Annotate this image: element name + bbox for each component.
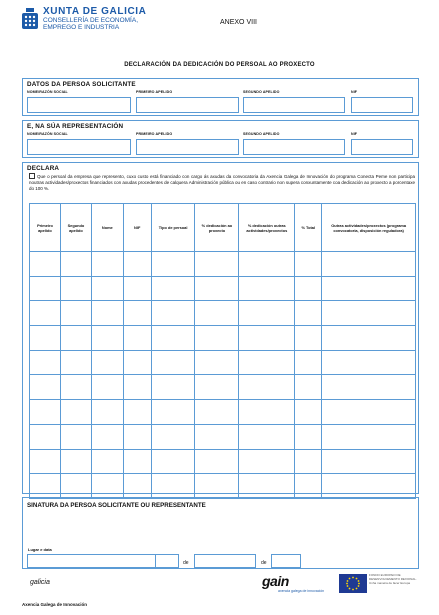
column-header: % dedicación ao proxecto xyxy=(195,204,239,252)
agency-name: Axencia Galega de Innovación xyxy=(22,602,88,607)
table-cell[interactable] xyxy=(195,424,239,449)
table-cell[interactable] xyxy=(151,400,195,425)
declaration-checkbox[interactable] xyxy=(29,173,35,179)
table-cell[interactable] xyxy=(60,326,91,351)
table-cell[interactable] xyxy=(239,350,295,375)
table-cell[interactable] xyxy=(123,252,151,277)
dedication-table xyxy=(29,203,416,499)
page-header xyxy=(20,6,430,56)
table-cell[interactable] xyxy=(30,276,61,301)
declaration-text: Que o persoal da empresa que represento, cuxo custo está financiado con cargo ás axudas da convocatoria da Axencia Galega de Innovación do programa Conecta Peme non participa noutras actividades/proxectos financiados con axudas procedentes de calquera Administración pública ou en caso contrario non supera conxuntamente coa dedicación ao proxecto a porcentaxe do 100 %. xyxy=(29,174,415,191)
table-cell[interactable] xyxy=(195,375,239,400)
table-cell[interactable] xyxy=(295,424,322,449)
representative-section xyxy=(22,120,419,158)
table-cell[interactable] xyxy=(30,400,61,425)
declaration-statement xyxy=(29,173,415,192)
representative-first-surname-field[interactable] xyxy=(136,139,239,155)
table-row xyxy=(30,301,416,326)
table-cell[interactable] xyxy=(60,474,91,499)
column-header: NIF xyxy=(123,204,151,252)
xunta-logo xyxy=(20,6,147,32)
eu-flag-icon xyxy=(339,574,367,593)
org-dept-line1: CONSELLERÍA DE ECONOMÍA, xyxy=(43,17,138,24)
table-cell[interactable] xyxy=(30,474,61,499)
table-cell[interactable] xyxy=(195,449,239,474)
table-header-row xyxy=(30,204,416,252)
month-field[interactable] xyxy=(194,554,256,568)
table-cell[interactable] xyxy=(295,301,322,326)
table-cell[interactable] xyxy=(322,326,416,351)
applicant-nif-field[interactable] xyxy=(351,97,413,113)
table-cell[interactable] xyxy=(30,252,61,277)
table-cell[interactable] xyxy=(151,449,195,474)
table-cell[interactable] xyxy=(195,301,239,326)
column-header: % dedicación outras actividades/proxectos xyxy=(239,204,295,252)
table-cell[interactable] xyxy=(60,301,91,326)
table-cell[interactable] xyxy=(91,326,123,351)
table-cell[interactable] xyxy=(239,449,295,474)
table-cell[interactable] xyxy=(91,301,123,326)
section-title: DATOS DA PERSOA SOLICITANTE xyxy=(27,81,136,88)
table-cell[interactable] xyxy=(123,400,151,425)
table-cell[interactable] xyxy=(151,276,195,301)
gain-logo: gain xyxy=(262,573,289,589)
table-row xyxy=(30,326,416,351)
table-cell[interactable] xyxy=(295,449,322,474)
table-cell[interactable] xyxy=(151,252,195,277)
table-cell[interactable] xyxy=(91,375,123,400)
table-cell[interactable] xyxy=(91,276,123,301)
table-row xyxy=(30,350,416,375)
table-cell[interactable] xyxy=(322,276,416,301)
table-row xyxy=(30,474,416,499)
applicant-second-surname-field[interactable] xyxy=(243,97,345,113)
table-cell[interactable] xyxy=(195,474,239,499)
signature-section xyxy=(22,497,419,569)
table-cell[interactable] xyxy=(123,449,151,474)
table-cell[interactable] xyxy=(295,375,322,400)
table-cell[interactable] xyxy=(151,301,195,326)
table-cell[interactable] xyxy=(123,375,151,400)
table-cell[interactable] xyxy=(60,252,91,277)
column-header: Nome xyxy=(91,204,123,252)
column-header: % Total xyxy=(295,204,322,252)
table-cell[interactable] xyxy=(123,350,151,375)
table-cell[interactable] xyxy=(239,375,295,400)
table-cell[interactable] xyxy=(91,424,123,449)
table-cell[interactable] xyxy=(151,474,195,499)
table-row xyxy=(30,424,416,449)
table-cell[interactable] xyxy=(60,424,91,449)
field-label: NIF xyxy=(351,90,358,94)
applicant-name-field[interactable] xyxy=(27,97,131,113)
field-label: PRIMEIRO APELIDO xyxy=(136,90,173,94)
table-row xyxy=(30,449,416,474)
table-cell[interactable] xyxy=(123,474,151,499)
field-label: PRIMEIRO APELIDO xyxy=(136,132,173,136)
table-cell[interactable] xyxy=(295,326,322,351)
field-label: NOME/RAZÓN SOCIAL xyxy=(27,132,68,136)
table-cell[interactable] xyxy=(151,350,195,375)
table-cell[interactable] xyxy=(30,375,61,400)
xunta-crest-icon xyxy=(20,8,40,32)
table-cell[interactable] xyxy=(60,400,91,425)
table-cell[interactable] xyxy=(91,474,123,499)
table-cell[interactable] xyxy=(195,252,239,277)
table-cell[interactable] xyxy=(322,301,416,326)
gain-subtitle: axencia galega de innovación xyxy=(278,589,325,593)
field-label: NOME/RAZÓN SOCIAL xyxy=(27,90,68,94)
table-cell[interactable] xyxy=(195,400,239,425)
table-cell[interactable] xyxy=(239,326,295,351)
table-cell[interactable] xyxy=(195,326,239,351)
table-cell[interactable] xyxy=(322,350,416,375)
page-footer xyxy=(0,572,439,615)
table-cell[interactable] xyxy=(195,276,239,301)
table-cell[interactable] xyxy=(123,276,151,301)
table-row xyxy=(30,400,416,425)
representative-nif-field[interactable] xyxy=(351,139,413,155)
column-header: Tipo de persoal xyxy=(151,204,195,252)
table-cell[interactable] xyxy=(239,400,295,425)
day-field[interactable] xyxy=(155,554,179,568)
table-cell[interactable] xyxy=(239,424,295,449)
separator-de: de xyxy=(261,560,267,566)
table-cell[interactable] xyxy=(30,301,61,326)
table-cell[interactable] xyxy=(322,252,416,277)
table-row xyxy=(30,276,416,301)
table-cell[interactable] xyxy=(151,424,195,449)
table-cell[interactable] xyxy=(123,424,151,449)
org-dept-line2: EMPREGO E INDUSTRIA xyxy=(43,24,120,31)
section-title: SINATURA DA PERSOA SOLICITANTE OU REPRESENTANTE xyxy=(27,502,206,509)
eu-funding-text: FONDO EUROPEO DE DESENVOLVEMENTO REXIONAL. Unha maneira de facer Europa xyxy=(369,573,417,585)
table-cell[interactable] xyxy=(151,326,195,351)
table-cell[interactable] xyxy=(295,400,322,425)
table-cell[interactable] xyxy=(295,276,322,301)
table-cell[interactable] xyxy=(30,424,61,449)
table-cell[interactable] xyxy=(30,350,61,375)
table-cell[interactable] xyxy=(295,350,322,375)
table-cell[interactable] xyxy=(123,301,151,326)
field-label: NIF xyxy=(351,132,358,136)
section-title: DECLARA xyxy=(27,165,60,172)
table-row xyxy=(30,375,416,400)
applicant-section xyxy=(22,78,419,116)
table-cell[interactable] xyxy=(30,326,61,351)
separator-de: de xyxy=(183,560,189,566)
table-row xyxy=(30,252,416,277)
table-cell[interactable] xyxy=(91,350,123,375)
table-cell[interactable] xyxy=(60,375,91,400)
representative-name-field[interactable] xyxy=(27,139,131,155)
table-cell[interactable] xyxy=(322,375,416,400)
table-cell[interactable] xyxy=(60,449,91,474)
field-label: SEGUNDO APELIDO xyxy=(243,90,280,94)
table-cell[interactable] xyxy=(151,375,195,400)
table-cell[interactable] xyxy=(239,276,295,301)
table-cell[interactable] xyxy=(123,326,151,351)
table-cell[interactable] xyxy=(60,350,91,375)
table-cell[interactable] xyxy=(60,276,91,301)
table-cell[interactable] xyxy=(239,301,295,326)
table-cell[interactable] xyxy=(30,449,61,474)
galicia-logo: galicia xyxy=(30,579,50,586)
document-title: DECLARACIÓN DA DEDICACIÓN DO PERSOAL AO PROXECTO xyxy=(124,62,315,68)
place-date-label: Lugar e data xyxy=(28,547,52,552)
representative-second-surname-field[interactable] xyxy=(243,139,345,155)
year-field[interactable] xyxy=(271,554,301,568)
table-cell[interactable] xyxy=(91,252,123,277)
declara-section xyxy=(22,162,419,494)
applicant-first-surname-field[interactable] xyxy=(136,97,239,113)
org-name: XUNTA DE GALICIA xyxy=(43,6,147,17)
field-label: SEGUNDO APELIDO xyxy=(243,132,280,136)
section-title: E, NA SÚA REPRESENTACIÓN xyxy=(27,123,124,130)
table-cell[interactable] xyxy=(322,474,416,499)
table-cell[interactable] xyxy=(322,400,416,425)
table-cell[interactable] xyxy=(239,252,295,277)
column-header: Primeiro apelido xyxy=(30,204,61,252)
column-header: Segundo apelido xyxy=(60,204,91,252)
table-cell[interactable] xyxy=(322,449,416,474)
table-cell[interactable] xyxy=(295,474,322,499)
table-cell[interactable] xyxy=(295,252,322,277)
column-header: Outras actividades/proxectos (programa convocatoria, disposición reguladora) xyxy=(322,204,416,252)
table-cell[interactable] xyxy=(322,424,416,449)
place-field[interactable] xyxy=(27,554,163,568)
table-cell[interactable] xyxy=(239,474,295,499)
annex-label: ANEXO VIII xyxy=(220,19,257,26)
table-cell[interactable] xyxy=(195,350,239,375)
table-cell[interactable] xyxy=(91,400,123,425)
table-cell[interactable] xyxy=(91,449,123,474)
